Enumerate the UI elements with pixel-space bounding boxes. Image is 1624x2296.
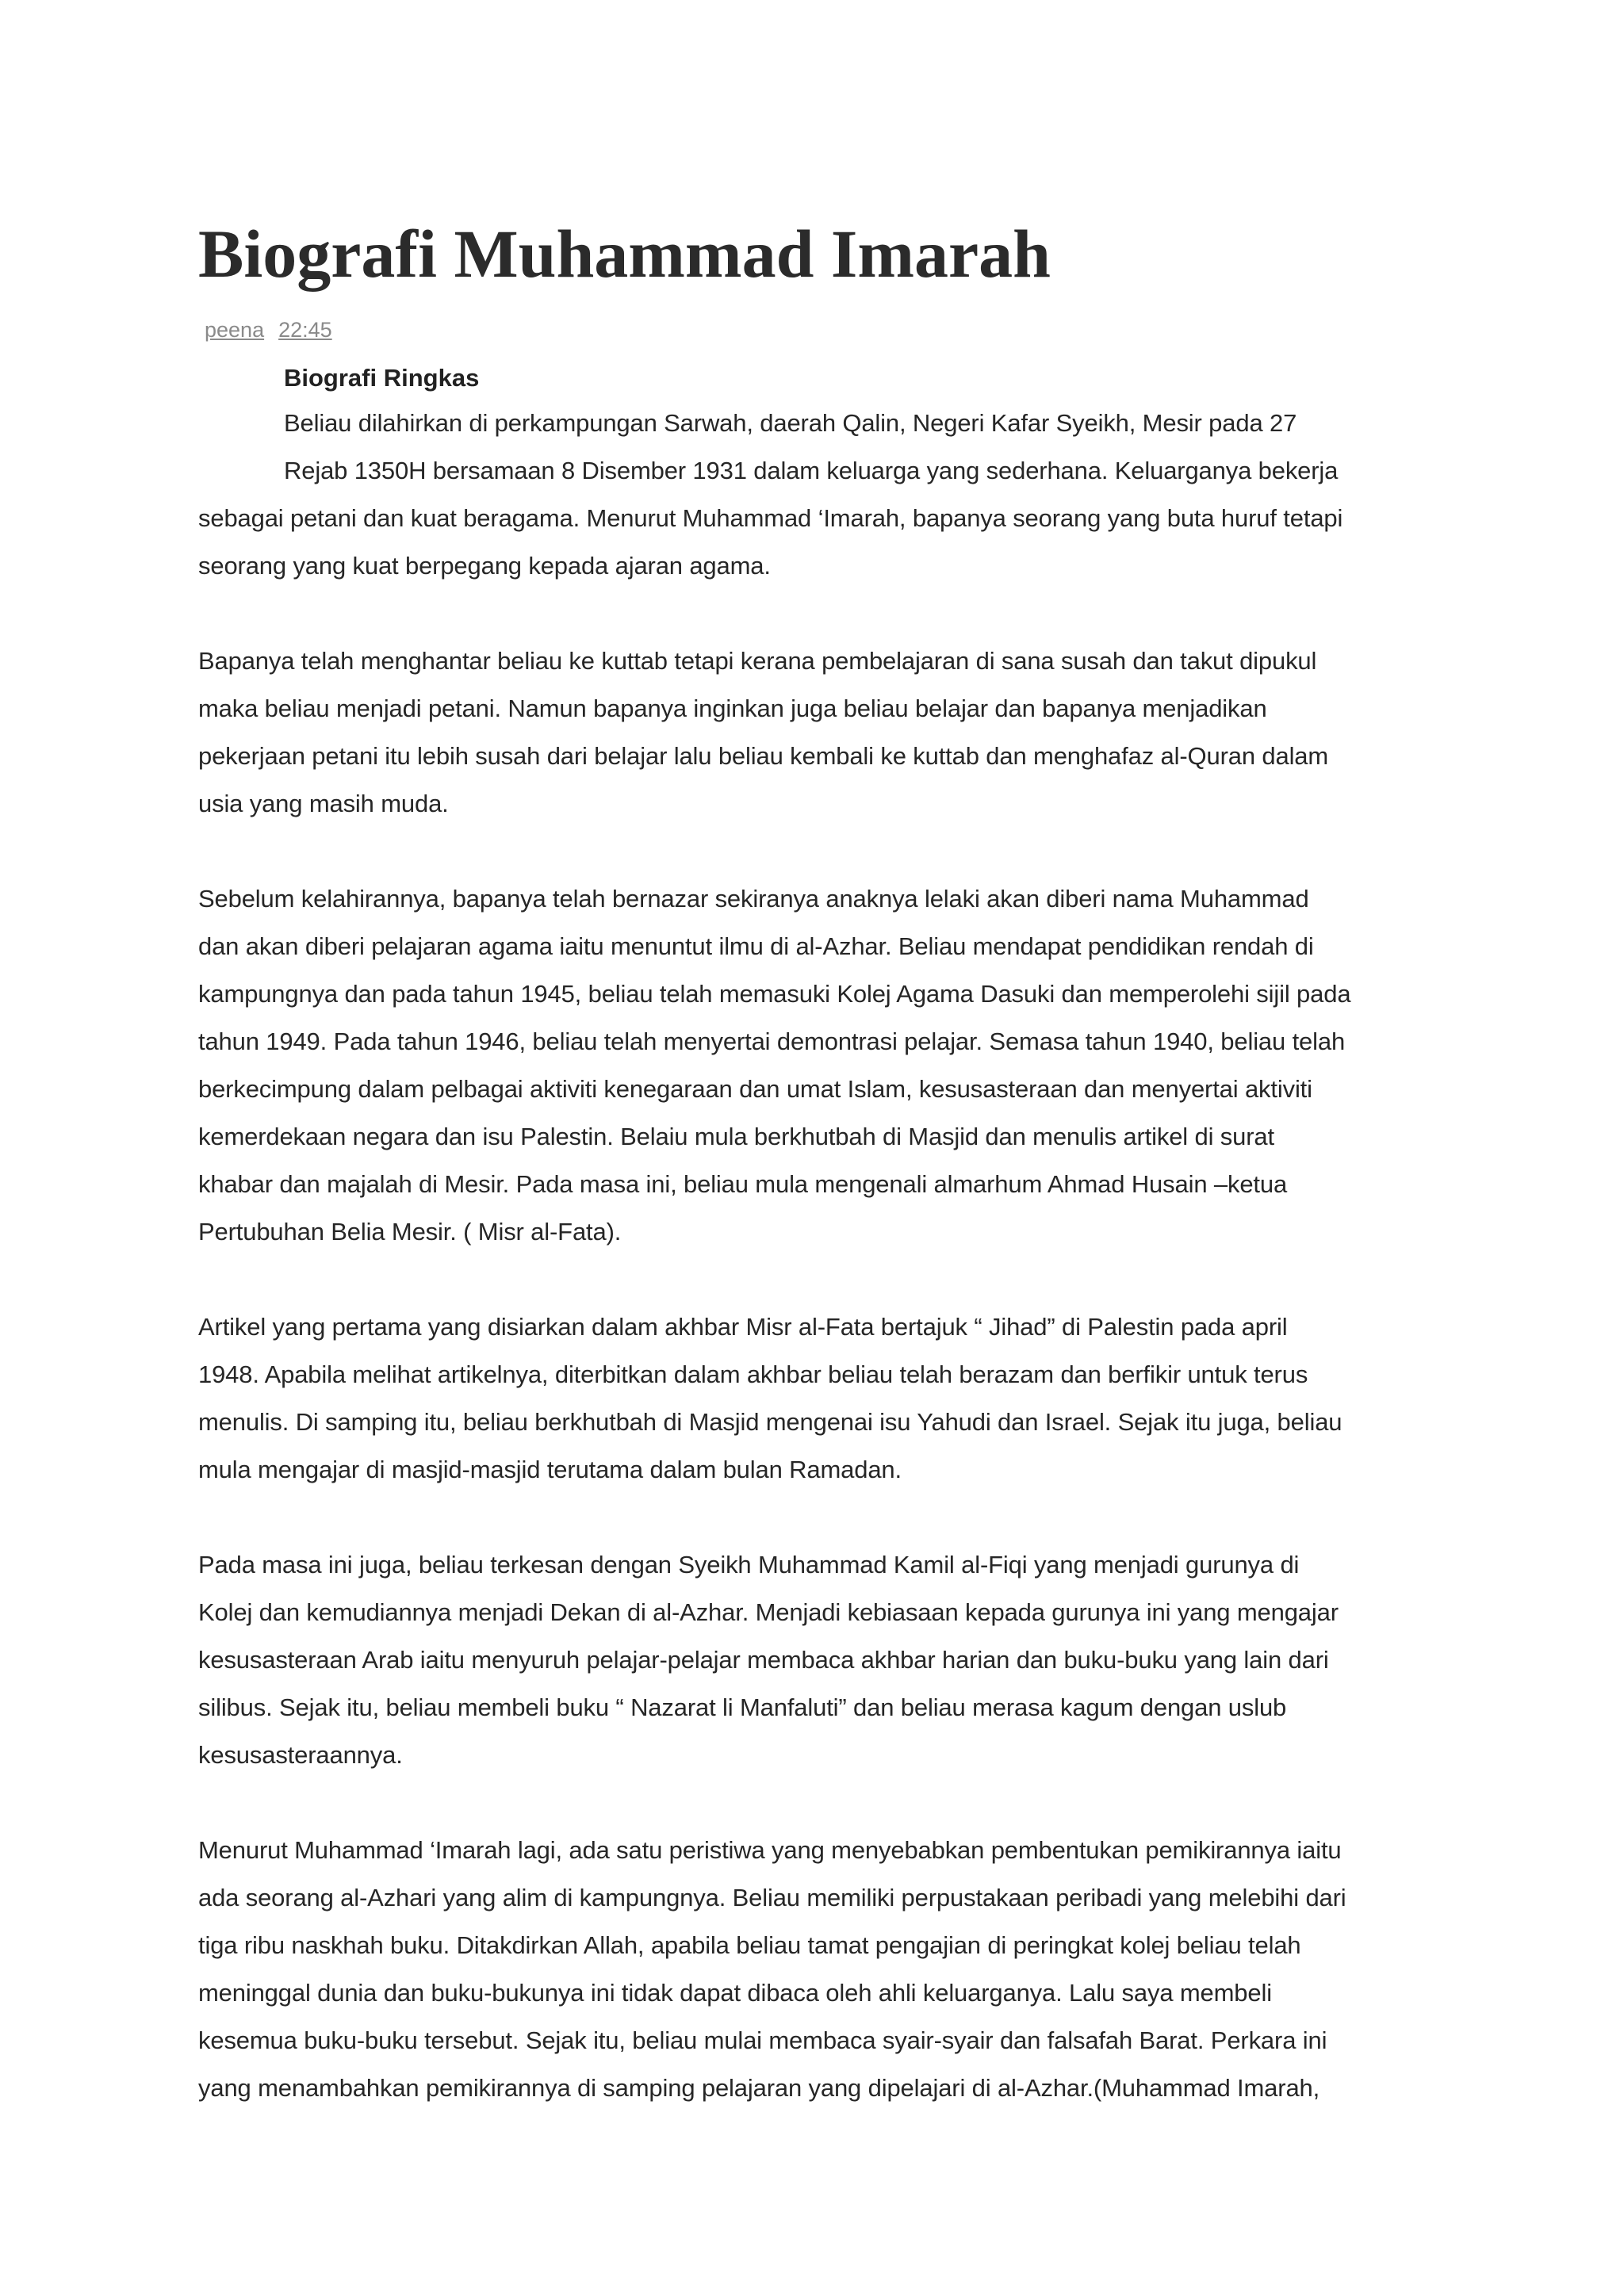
paragraph-line: Kolej dan kemudiannya menjadi Dekan di al-Azhar. Menjadi kebiasaan kepada gurunya ini yang mengajar xyxy=(198,1598,1339,1626)
paragraph-line: meninggal dunia dan buku-bukunya ini tidak dapat dibaca oleh ahli keluarganya. Lalu saya membeli xyxy=(198,1979,1272,2007)
paragraph-line: mula mengajar di masjid-masjid terutama dalam bulan Ramadan. xyxy=(198,1456,902,1483)
paragraph-line: dan akan diberi pelajaran agama iaitu menuntut ilmu di al-Azhar. Beliau mendapat pendidikan rendah di xyxy=(198,932,1314,960)
paragraph-line: 1948. Apabila melihat artikelnya, diterbitkan dalam akhbar beliau telah berazam dan berfikir untuk terus xyxy=(198,1360,1308,1388)
paragraph-line: Beliau dilahirkan di perkampungan Sarwah, daerah Qalin, Negeri Kafar Syeikh, Mesir pada 27 xyxy=(284,409,1297,437)
paragraph-line: tahun 1949. Pada tahun 1946, beliau telah menyertai demontrasi pelajar. Semasa tahun 1940, beliau telah xyxy=(198,1027,1346,1055)
paragraph-line: usia yang masih muda. xyxy=(198,790,449,817)
paragraph-line: ada seorang al-Azhari yang alim di kampungnya. Beliau memiliki perpustakaan peribadi yang melebihi dari xyxy=(198,1884,1346,1911)
paragraph-line: Rejab 1350H bersamaan 8 Disember 1931 dalam keluarga yang sederhana. Keluarganya bekerja xyxy=(284,457,1339,484)
paragraph-line: pekerjaan petani itu lebih susah dari belajar lalu beliau kembali ke kuttab dan menghafaz al-Quran dalam xyxy=(198,742,1329,770)
paragraph-line: kesemua buku-buku tersebut. Sejak itu, beliau mulai membaca syair-syair dan falsafah Barat. Perkara ini xyxy=(198,2026,1327,2054)
paragraph-line: Artikel yang pertama yang disiarkan dalam akhbar Misr al-Fata bertajuk “ Jihad” di Palestin pada april xyxy=(198,1313,1288,1341)
paragraph-line: kampungnya dan pada tahun 1945, beliau telah memasuki Kolej Agama Dasuki dan memperolehi sijil pada xyxy=(198,980,1351,1008)
paragraph-line: kesusasteraan Arab iaitu menyuruh pelajar-pelajar membaca akhbar harian dan buku-buku yang lain dari xyxy=(198,1646,1329,1674)
paragraph-line: silibus. Sejak itu, beliau membeli buku “ Nazarat li Manfaluti” dan beliau merasa kagum dengan uslub xyxy=(198,1693,1287,1721)
paragraph-3 xyxy=(198,875,1435,1256)
page-title: Biografi Muhammad Imarah xyxy=(198,216,1051,292)
paragraph-line: yang menambahkan pemikirannya di samping pelajaran yang dipelajari di al-Azhar.(Muhammad Imarah, xyxy=(198,2074,1320,2102)
paragraph-line: berkecimpung dalam pelbagai aktiviti kenegaraan dan umat Islam, kesusasteraan dan menyertai aktiviti xyxy=(198,1075,1312,1103)
paragraph-line: Bapanya telah menghantar beliau ke kuttab tetapi kerana pembelajaran di sana susah dan takut dipukul xyxy=(198,647,1317,675)
paragraph-line: seorang yang kuat berpegang kepada ajaran agama. xyxy=(198,552,771,580)
paragraph-line: Pertubuhan Belia Mesir. ( Misr al-Fata). xyxy=(198,1218,622,1246)
post-meta xyxy=(205,316,347,344)
paragraph-line: khabar dan majalah di Mesir. Pada masa ini, beliau mula mengenali almarhum Ahmad Husain –ketua xyxy=(198,1170,1288,1198)
article-body xyxy=(198,357,1435,2160)
paragraph-4 xyxy=(198,1303,1435,1494)
section-subheading: Biografi Ringkas xyxy=(284,364,480,392)
paragraph-1 xyxy=(198,400,1435,590)
paragraph-line: kemerdekaan negara dan isu Palestin. Belaiu mula berkhutbah di Masjid dan menulis artikel di surat xyxy=(198,1123,1274,1150)
author-link[interactable]: peena xyxy=(205,318,265,342)
paragraph-line: Pada masa ini juga, beliau terkesan dengan Syeikh Muhammad Kamil al-Fiqi yang menjadi gurunya di xyxy=(198,1551,1300,1578)
paragraph-line: tiga ribu naskhah buku. Ditakdirkan Allah, apabila beliau tamat pengajian di peringkat kolej beliau telah xyxy=(198,1931,1301,1959)
paragraph-6 xyxy=(198,1827,1435,2112)
paragraph-line: menulis. Di samping itu, beliau berkhutbah di Masjid mengenai isu Yahudi dan Israel. Sejak itu juga, beliau xyxy=(198,1408,1342,1436)
timestamp-link[interactable]: 22:45 xyxy=(278,318,332,342)
paragraph-5 xyxy=(198,1541,1435,1779)
paragraph-line: kesusasteraannya. xyxy=(198,1741,403,1769)
paragraph-line: sebagai petani dan kuat beragama. Menurut Muhammad ‘Imarah, bapanya seorang yang buta huruf tetapi xyxy=(198,504,1343,532)
paragraph-line: Menurut Muhammad ‘Imarah lagi, ada satu peristiwa yang menyebabkan pembentukan pemikirannya iaitu xyxy=(198,1836,1342,1864)
paragraph-line: Sebelum kelahirannya, bapanya telah bernazar sekiranya anaknya lelaki akan diberi nama Muhammad xyxy=(198,885,1309,913)
paragraph-2 xyxy=(198,637,1435,828)
paragraph-line: maka beliau menjadi petani. Namun bapanya inginkan juga beliau belajar dan bapanya menjadikan xyxy=(198,695,1267,722)
